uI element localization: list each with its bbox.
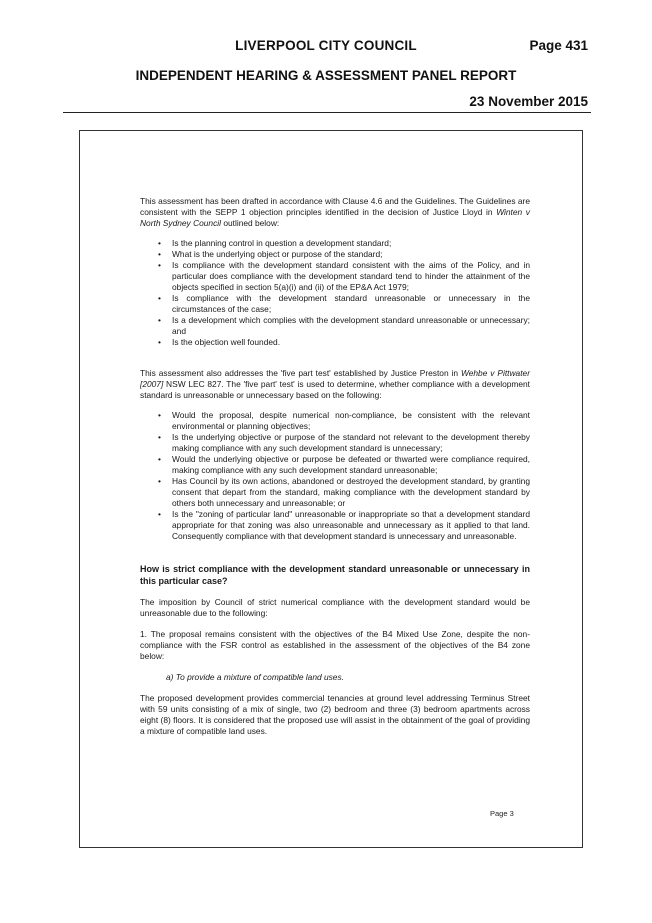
list-item: • Is a development which complies with the development standard unreasonable or unnecessary; and [140,315,530,337]
list-item: • Is the "zoning of particular land" unreasonable or inappropriate so that a development standard appropriate for that zoning was also unreasonable and unnecessary as it applied to that land. Consequently compliance with that development standard is unnecessary and unreasonable. [140,509,530,542]
point-one-paragraph: 1. The proposal remains consistent with the objectives of the B4 Mixed Use Zone, despite the non-compliance with the FSR control as established in the assessment of the objectives of the B4 zone below: [140,629,530,661]
five-part-text-end: NSW LEC 827. The 'five part' test' is used to determine, whether compliance with a development standard is unreasonable or unnecessary based on the following: [140,379,530,400]
intro-paragraph [140,196,530,229]
header-rule [63,112,591,113]
report-title: INDEPENDENT HEARING & ASSESSMENT PANEL REPORT [135,68,517,83]
list-item: • Is the underlying objective or purpose of the standard not relevant to the development thereby making compliance with any such development standard is unnecessary; [140,432,530,454]
proposed-development-paragraph: The proposed development provides commercial tenancies at ground level addressing Terminus Street with 59 units consisting of a mix of single, two (2) bedroom and three (3) bedroom apartments across eight (8) floors. It is considered that the proposed use will assist in the obtainment of the goal of providing a mixture of compatible land uses. [140,693,530,736]
objective-a: a) To provide a mixture of compatible land uses. [166,672,344,682]
intro-case-name: Winten v North Sydney Council [140,207,530,228]
imposition-paragraph: The imposition by Council of strict numerical compliance with the development standard would be unreasonable due to the following: [140,597,530,618]
list-item: • Has Council by its own actions, abandoned or destroyed the development standard, by granting consent that depart from the standard, making compliance with the development standard by others both unnecessary and unreasonable; or [140,476,530,509]
document-body [140,196,530,737]
five-part-text: This assessment also addresses the 'five part test' established by Justice Preston in [140,368,461,378]
winten-criteria-list [140,238,530,348]
inner-page-number: Page 3 [490,809,514,818]
list-item: • Is the objection well founded. [140,337,530,348]
council-name: LIVERPOOL CITY COUNCIL [235,38,417,53]
five-part-paragraph [140,368,530,401]
five-part-case-name: Wehbe v Pittwater [2007] [140,368,530,389]
list-item: • Is compliance with the development standard consistent with the aims of the Policy, and in particular does compliance with the development standard tend to hinder the attainment of the objects specified in section 5(a)(i) and (ii) of the EP&A Act 1979; [140,260,530,293]
list-item: • Would the proposal, despite numerical non-compliance, be consistent with the relevant environmental or planning objectives; [140,410,530,432]
list-item: • What is the underlying object or purpose of the standard; [140,249,530,260]
page-number: Page 431 [529,38,588,53]
five-part-test-list [140,410,530,542]
section-heading: How is strict compliance with the development standard unreasonable or unnecessary in this particular case? [140,564,530,586]
list-item: • Is the planning control in question a development standard; [140,238,530,249]
list-item: • Is compliance with the development standard unreasonable or unnecessary in the circumstances of the case; [140,293,530,315]
intro-text-end: outlined below: [221,218,280,228]
intro-text: This assessment has been drafted in accordance with Clause 4.6 and the Guidelines. The Guidelines are consistent with the SEPP 1 objection principles identified in the decision of Justice Lloyd in [140,196,530,217]
report-date: 23 November 2015 [469,94,588,109]
list-item: • Would the underlying objective or purpose be defeated or thwarted were compliance required, making compliance with any such development standard unreasonable; [140,454,530,476]
